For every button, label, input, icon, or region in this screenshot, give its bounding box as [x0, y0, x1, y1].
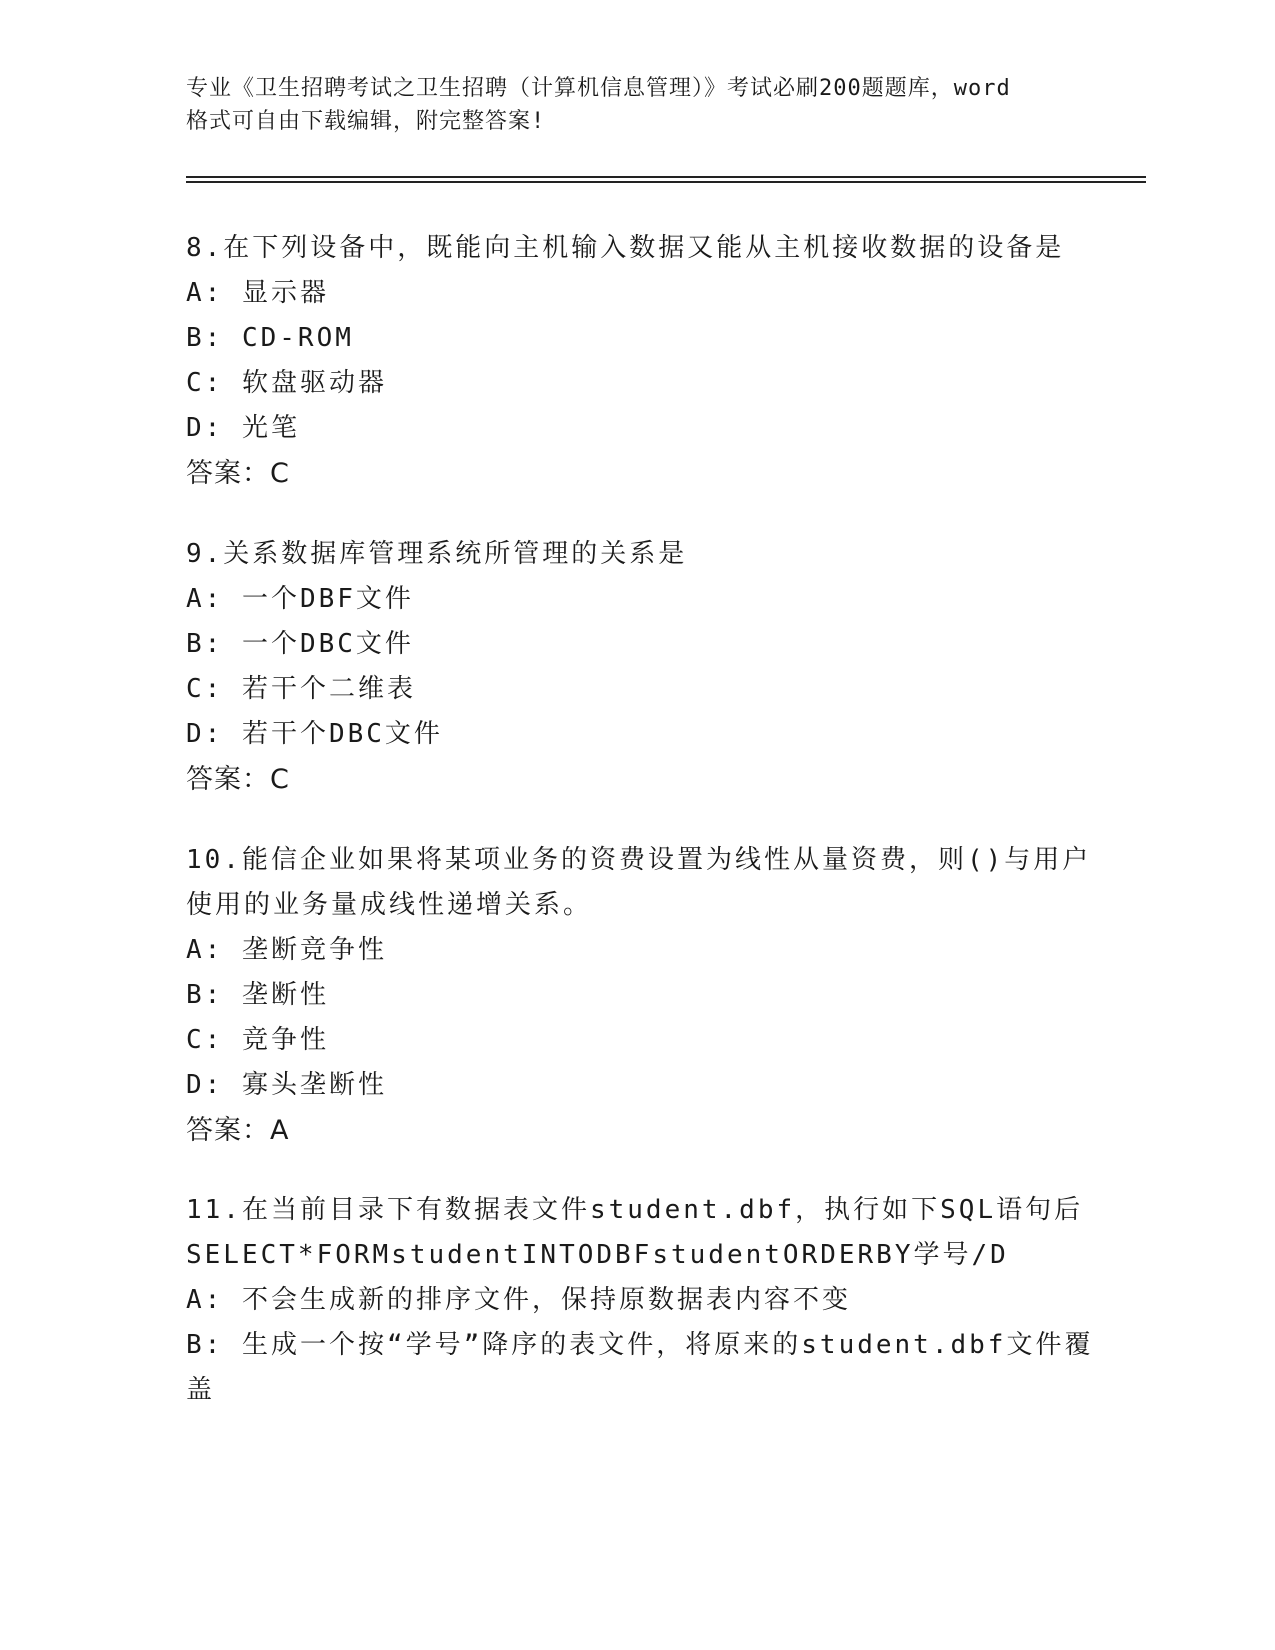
question-8	[186, 226, 1086, 496]
option-d: D: 寡头垄断性	[186, 1070, 387, 1100]
option-b: B: CD-ROM	[186, 323, 354, 353]
option-a: A: 显示器	[186, 278, 329, 308]
question-11	[186, 1188, 1094, 1413]
header-line-1: 专业《卫生招聘考试之卫生招聘（计算机信息管理）》考试必刷200题题库，word	[186, 76, 1011, 101]
question-stem-line-1: 10.能信企业如果将某项业务的资费设置为线性从量资费，则()与用户	[186, 845, 1092, 875]
option-d: D: 光笔	[186, 413, 300, 443]
question-10	[186, 838, 1092, 1153]
option-a: A: 不会生成新的排序文件，保持原数据表内容不变	[186, 1285, 851, 1315]
option-a: A: 垄断竞争性	[186, 935, 387, 965]
answer: 答案：C	[186, 764, 290, 795]
question-stem-line-1: 11.在当前目录下有数据表文件student.dbf，执行如下SQL语句后	[186, 1195, 1084, 1225]
header-divider-top	[186, 176, 1146, 178]
option-c: C: 竞争性	[186, 1025, 329, 1055]
answer: 答案：A	[186, 1115, 290, 1146]
option-b: B: 一个DBC文件	[186, 629, 414, 659]
document-header	[186, 72, 1086, 138]
header-divider-bottom	[186, 181, 1146, 183]
option-b: B: 垄断性	[186, 980, 329, 1010]
header-line-2: 格式可自由下载编辑，附完整答案!	[186, 109, 546, 134]
option-c: C: 若干个二维表	[186, 674, 416, 704]
question-9	[186, 532, 1086, 802]
question-stem: 9.关系数据库管理系统所管理的关系是	[186, 539, 688, 569]
option-c: C: 软盘驱动器	[186, 368, 387, 398]
option-a: A: 一个DBF文件	[186, 584, 414, 614]
question-stem: 8.在下列设备中，既能向主机输入数据又能从主机接收数据的设备是	[186, 233, 1065, 263]
option-d: D: 若干个DBC文件	[186, 719, 443, 749]
answer: 答案：C	[186, 458, 290, 489]
option-b-continued: 盖	[186, 1375, 216, 1405]
option-b: B: 生成一个按“学号”降序的表文件，将原来的student.dbf文件覆	[186, 1330, 1094, 1360]
question-stem-line-2: SELECT*FORMstudentINTODBFstudentORDERBY学号/D	[186, 1240, 1009, 1270]
question-stem-line-2: 使用的业务量成线性递增关系。	[186, 890, 593, 920]
